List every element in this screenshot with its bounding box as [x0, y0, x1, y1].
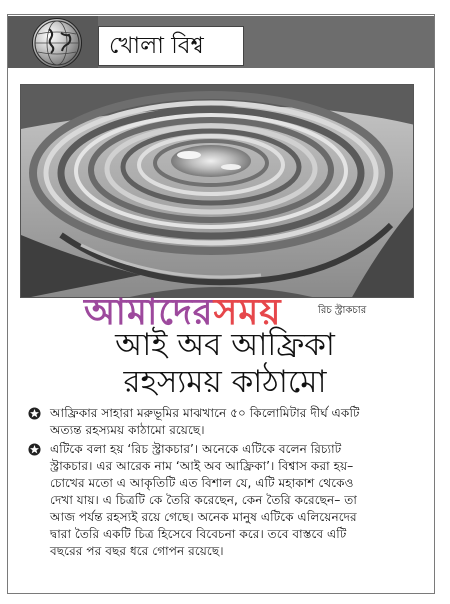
- headline-line-2: রহস্যময় কাঠামো: [123, 364, 327, 400]
- bullet-line: এটিকে বলা হয় ‘রিচ স্ট্রাকচার’। অনেকে এটিকে বলেন রিচ্যাট: [50, 442, 342, 456]
- section-title: খোলা বিশ্ব: [98, 26, 244, 66]
- star-icon: [28, 407, 41, 420]
- watermark-part1: আমাদের: [84, 291, 214, 333]
- headline-line-1: আই অব আফ্রিকা: [115, 327, 335, 363]
- bullet-line: দ্বারা তৈরি একটি চিত্র হিসেবে বিবেচনা করে। তবে বাস্তবে এটি: [50, 527, 347, 541]
- globe-icon: [32, 18, 82, 68]
- bullet-line: বছরের পর বছর ধরে গোপন রয়েছে।: [50, 544, 224, 558]
- bullet-line: চোখের মতো এ আকৃতিটি এত বিশাল যে, এটি মহাকাশ থেকেও: [50, 476, 354, 490]
- eye-of-africa-photo: [20, 84, 414, 298]
- watermark-part2: সময়: [213, 291, 282, 333]
- bullet-line: আজ পর্যন্ত রহস্যই রয়ে গেছে। অনেক মানুষ এটিকে এলিয়েনদের: [50, 510, 357, 524]
- bullet-item: [28, 441, 420, 560]
- photo-caption: রিচ স্ট্রাকচার: [318, 305, 367, 316]
- section-header: [8, 16, 434, 68]
- bullet-line: আফ্রিকার সাহারা মরুভূমির মাঝখানে ৫০ কিলোমিটার দীর্ঘ একটি: [50, 406, 360, 420]
- bullet-line: স্ট্রাকচার। এর আরেক নাম ‘আই অব আফ্রিকা’। বিশ্বাস করা হয়–: [50, 459, 354, 473]
- bullet-list: [28, 405, 420, 560]
- bullet-line: অত্যন্ত রহস্যময় কাঠামো রয়েছে।: [50, 423, 205, 437]
- bullet-line: দেখা যায়। এ চিত্রটি কে তৈরি করেছেন, কেন তৈরি করেছেন– তা: [50, 493, 357, 507]
- bullet-item: [28, 405, 420, 439]
- star-icon: [28, 443, 41, 456]
